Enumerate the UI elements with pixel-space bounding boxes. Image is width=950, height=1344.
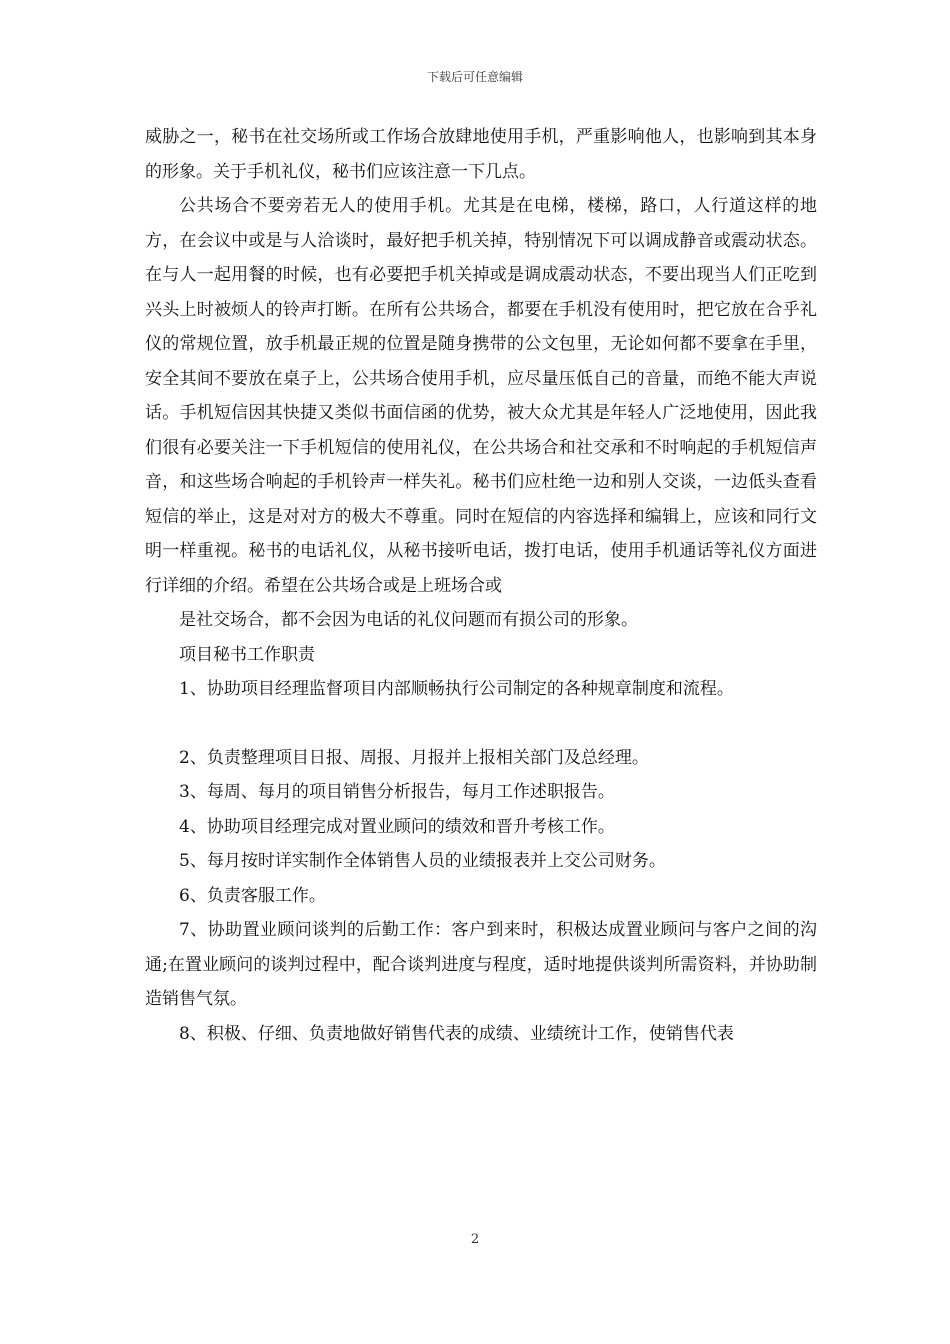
page-number: 2: [470, 1232, 480, 1247]
list-item-2: 2、负责整理项目日报、周报、月报并上报相关部门及总经理。: [179, 747, 649, 768]
list-item-8: 8、积极、仔细、负责地做好销售代表的成绩、业绩统计工作，使销售代表: [179, 1023, 734, 1044]
paragraph-phone-etiquette: 公共场合不要旁若无人的使用手机。尤其是在电梯，楼梯，路口，人行道这样的地方，在会议中或是与人洽谈时，最好把手机关掉，特别情况下可以调成静音或震动状态。在与人一起用餐的时候，也有必要把手机关掉或是调成震动状态，不要出现当人们正吃到兴头上时被烦人的铃声打断。在所有公共场合，都要在手机没有使用时，把它放在合乎礼仪的常规位置，放手机最正规的位置是随身携带的公文包里，无论如何都不要拿在手里，安全其间不要放在桌子上，公共场合使用手机，应尽量压低自己的音量，而绝不能大声说话。手机短信因其快捷又类似书面信函的优势，被大众尤其是年轻人广泛地使用，因此我们很有必要关注一下手机短信的使用礼仪，在公共场合和社交承和不时响起的手机短信声音，和这些场合响起的手机铃声一样失礼。秘书们应杜绝一边和别人交谈，一边低头查看短信的举止，这是对对方的极大不尊重。同时在短信的内容选择和编辑上，应该和同行文明一样重视。秘书的电话礼仪，从秘书接听电话，拨打电话，使用手机通话等礼仪方面进行详细的介绍。希望在公共场合或是上班场合或: [145, 196, 817, 596]
list-item-7: 7、协助置业顾问谈判的后勤工作：客户到来时，积极达成置业顾问与客户之间的沟通;在置业顾问的谈判过程中，配合谈判进度与程度，适时地提供谈判所需资料，并协助制造销售气氛。: [145, 920, 817, 1009]
spacer: [145, 707, 817, 741]
list-item-1: 1、协助项目经理监督项目内部顺畅执行公司制定的各种规章制度和流程。: [179, 679, 734, 699]
paragraph-continuation: 威胁之一，秘书在社交场所或工作场合放肆地使用手机，严重影响他人，也影响到其本身的形象。关于手机礼仪，秘书们应该注意一下几点。: [145, 127, 817, 182]
page-header: 下载后可任意编辑: [426, 70, 523, 84]
list-item-3: 3、每周、每月的项目销售分析报告，每月工作述职报告。: [179, 782, 615, 802]
paragraph-social-occasion: 是社交场合，都不会因为电话的礼仪问题而有损公司的形象。: [179, 610, 638, 630]
list-item-5: 5、每月按时详实制作全体销售人员的业绩报表并上交公司财务。: [179, 851, 666, 871]
document-body: [145, 120, 817, 1051]
section-heading: 项目秘书工作职责: [179, 644, 315, 665]
list-item-4: 4、协助项目经理完成对置业顾问的绩效和晋升考核工作。: [179, 816, 615, 837]
list-item-6: 6、负责客服工作。: [179, 885, 326, 906]
